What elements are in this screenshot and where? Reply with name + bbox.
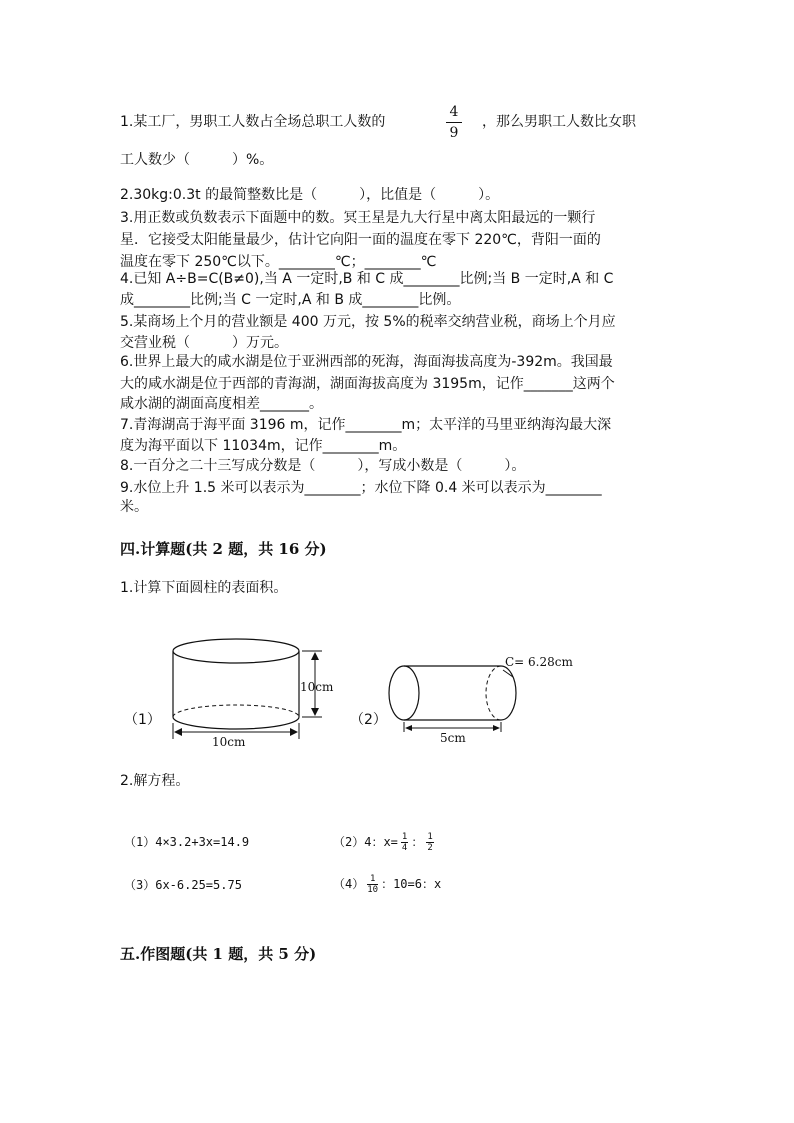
question-line: 咸水湖的湖面高度相差_______。 [120,396,323,412]
equation-2-fraction-1 [401,832,408,853]
question-line: 2.30kg:0.3t 的最简整数比是（ ），比值是（ ）。 [120,187,500,203]
fraction-numerator: 1 [367,874,378,885]
fraction-denominator: 4 [401,843,408,853]
question-line: 6.世界上最大的咸水湖是位于亚洲西部的死海，海面海拔高度为-392m。我国最 [120,354,613,370]
figure-1-height-label: 10cm [300,680,334,694]
q1-text-part1: 1.某工厂，男职工人数占全场总职工人数的 [120,114,386,130]
cylinder-figure-2 [380,650,580,745]
calc-question-2: 2.解方程。 [120,773,190,789]
question-line: 成________比例;当 C 一定时,A 和 B 成________比例。 [120,292,461,308]
equation-2-fraction-2 [426,832,433,853]
figure-1-label: （1） [124,712,161,728]
question-line: 4.已知 A÷B=C(B≠0),当 A 一定时,B 和 C 成________比例;当 B 一定时,A 和 C [120,271,614,287]
equation-4-fraction [367,874,378,895]
equation-4-prefix: （4） [333,877,365,891]
calc-question-1: 1.计算下面圆柱的表面积。 [120,580,288,596]
q1-text-line2: 工人数少（ ）%。 [120,152,274,168]
equation-2 [333,828,437,856]
question-line: 9.水位上升 1.5 米可以表示为________；水位下降 0.4 米可以表示为________ [120,480,602,496]
figure-2-circumference-label: C= 6.28cm [505,655,573,669]
question-line: 8.一百分之二十三写成分数是（ ），写成小数是（ ）。 [120,458,526,474]
fraction-numerator: 1 [427,832,433,842]
equation-2-prefix: （2）4：x= [333,835,398,849]
equation-4-rest: ：10=6：x [381,877,442,891]
section-title-calculation: 四.计算题(共 2 题，共 16 分) [120,540,327,558]
question-line: 米。 [120,499,148,515]
q1-fraction-denominator: 9 [449,125,459,141]
equation-2-separator: ： [411,835,424,849]
section-title-drawing: 五.作图题(共 1 题，共 5 分) [120,945,317,963]
fraction-numerator: 1 [401,832,408,842]
figure-1-diameter-label: 10cm [212,735,246,749]
figure-2-length-label: 5cm [440,731,466,745]
question-line: 5.某商场上个月的营业额是 400 万元，按 5%的税率交纳营业税，商场上个月应 [120,314,616,330]
question-line: 大的咸水湖是位于西部的青海湖，湖面海拔高度为 3195m，记作_______这两个 [120,376,615,392]
equation-1: （1）4×3.2+3x=14.9 [124,835,250,849]
question-line: 交营业税（ ）万元。 [120,335,288,351]
equation-4 [333,870,441,898]
question-line: 星．它接受太阳能量最少，估计它向阳一面的温度在零下 220℃，背阳一面的 [120,232,601,248]
question-line: 度为海平面以下 11034m，记作________m。 [120,438,407,454]
q1-fraction-numerator: 4 [449,104,459,120]
fraction-denominator: 2 [427,843,433,853]
q1-text-part2: ，那么男职工人数比女职 [482,114,636,130]
figure-2-label: （2） [350,712,387,728]
fraction-denominator: 10 [367,885,379,895]
question-line: 7.青海湖高于海平面 3196 m，记作________m；太平洋的马里亚纳海沟最大深 [120,417,612,433]
question-line: 3.用正数或负数表示下面题中的数。冥王星是九大行星中离太阳最远的一颗行 [120,210,596,226]
q1-fraction [446,104,462,141]
cylinder-figure-1 [160,635,340,750]
question-line: 温度在零下 250℃以下。________℃；________℃ [120,254,437,270]
equation-3: （3）6x-6.25=5.75 [124,878,242,892]
